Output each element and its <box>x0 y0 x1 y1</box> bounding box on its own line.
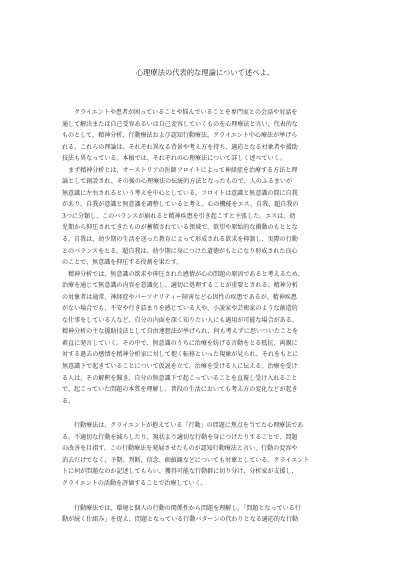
paragraph-behavior-therapy: 行動療法は、クライエントが抱えている「行動」の問題に焦点を当てた心理療法であ る。不適切な行動を減らしたり、現状より適切な行動を身につけたりすることで、問題 の改善を目指す。この行動療法を発展させたものが認知行動療法と言い、行動の変容や 消去だけでなく、予期、判断、信念、価値観などについても対象としている。クライエント トに何が問題なのか記述してもらい、獲得可能な行動群に切り分け、分析家が支援し、 クライエントの活動を評価することで治療していく。 <box>62 422 310 487</box>
paragraph-behavior-therapy-2: 行動療法では、環境と個人の行動の関係性から問題を理解し、「問題となっている行 動が続く仕組み」を捉え、問題となっている行動パターンの代わりとなる適応的な行動 <box>62 504 301 524</box>
document-title: 心理療法の代表的な理論について述べよ。 <box>135 68 275 77</box>
paragraph-gap <box>62 407 346 420</box>
paragraph-gap <box>62 490 346 503</box>
paragraph-intro: クライエントや患者が困っていることや悩んでいることを専門家との会話や対話を 通して解決または自己受容あるいは自己変容していくものを心理療法と言い、代表的な ものとして、精神分析、行動療法および認知行動療法、クライエント中心療法が挙げら れる。これらの理論は、それぞれ異なる背景や考え方を持ち、適応となる対象者や援助 技法も異なっている。本稿では、それぞれの心理療法について詳しく述べていく。 まず精神分析とは、オーストリアの医師フロイトによって神経症を治療する方法と理 論として創設され、その後の心理療法の伝統的方法となったもので、人のふるまいが 無意識に左右されるという考えを中心としている。フロイトは意識と無意識の間に自我 があり、自我が意識と無意識を調整していると考え、心の機能をエス、自我、超自我の 3つに分類し、このバランスが崩れると精神疾患を引き起こすと主張した。エスは、幼 児期から抑圧されてきたものが蓄積されている領域で、欲望や原始的な衝動のもととな る。自我は、幼少期の生活を送った教育によって形成される欲求を抑制し、実際の行動 とのバランスをとる。超自我は、幼少期に身につけた道徳がもとになり形成された良心 のことで、無意識を抑圧する役割を果たす。 <box>62 109 299 267</box>
paragraph-psychoanalysis: 精神分析では、無意識の欲求や抑圧された感情が心の問題の原因であると考えるため、 治療を通じて無意識の内容を意識化し、適切に処理することが重要とされる。精神分析 の対象者は通常、神経症やパーソナリティー障害など心因性の疾患であるが、精神疾患 がない場合でも、不安や行き詰まりを感じている人や、小説家や芸術家のような創造的 な仕事をしている人など、自分の内面を深く知りたい人にも適用が可能な場合がある。 精神分析の主な援助技法として自由連想法が挙げられ、何も考えずに思いついたことを 素直に発言していく。その中で、無意識のうちに治療を妨げる言動をとる抵抗、両親に 対する過去の感情を精神分析家に対して抱く転移といった現象が見られ、それをもとに 無意識下で起きていることについて仮説を立て、治療を受ける人に伝える。治療を受け る人は、その解釈を聞き、自分の無意識下で起こっていることを直視し受け入れること で、起こっていた問題の本質を理解し、普段の生活においても考え方の変化などが起き る。 <box>62 270 304 405</box>
document-body <box>62 107 346 526</box>
